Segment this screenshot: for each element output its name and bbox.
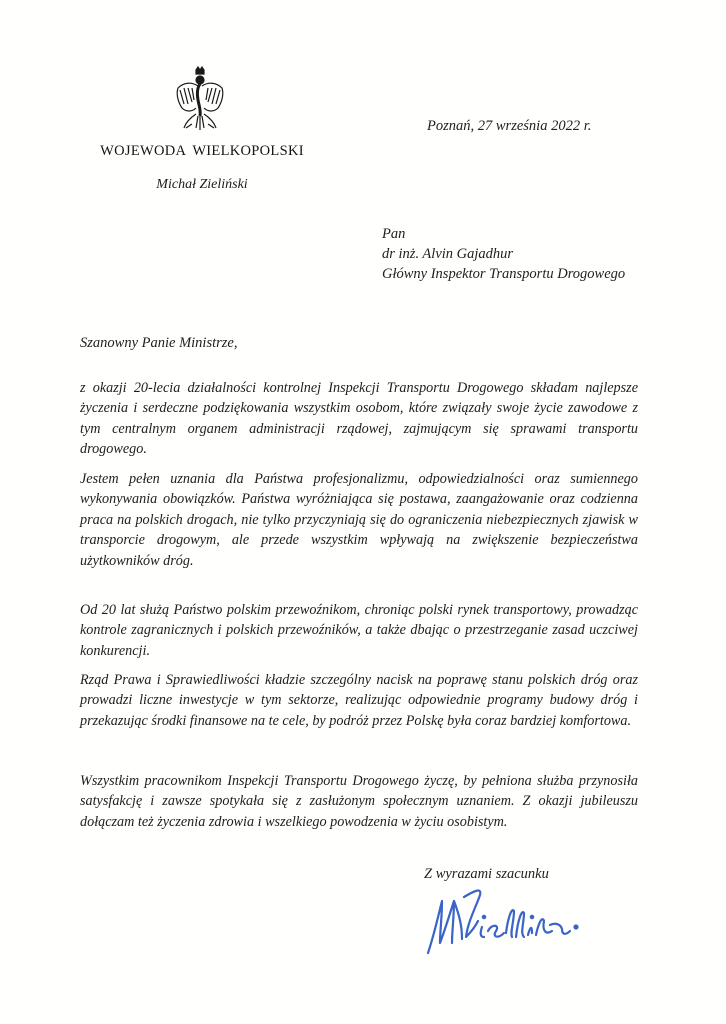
paragraph-1: z okazji 20-lecia działalności kontrolnej Inspekcji Transportu Drogowego składam najlepsze życzenia i serdeczne podziękowania wszystkim osobom, które związały swoje życie zawodowe z tym centralnym organem administracji rządowej, zajmującym się sprawami transportu drogowego. — [80, 380, 638, 458]
addressee-line-1: Pan — [382, 226, 406, 242]
office-title — [97, 143, 307, 160]
closing-line: Z wyrazami szacunku — [424, 866, 549, 882]
office-title-part2: WIELKOPOLSKI — [192, 143, 304, 159]
eagle-emblem-icon — [172, 66, 228, 134]
paragraph-4: Rząd Prawa i Sprawiedliwości kładzie szczególny nacisk na poprawę stanu polskich dróg oraz prowadzi liczne inwestycje w tym sektorze, realizując odpowiednie programy budowy dróg i przekazując środki finansowe na te cele, by podróż przez Polskę była coraz bardziej komfortowa. — [80, 672, 638, 729]
paragraph-2: Jestem pełen uznania dla Państwa profesjonalizmu, odpowiedzialności oraz sumiennego wykonywania obowiązków. Państwa wyróżniająca się postawa, zaangażowanie oraz codzienna praca na polskich drogach, nie tylko przyczyniają się do ograniczenia niebezpiecznych zjawisk w transporcie drogowym, ale przede wszystkim wpływają na zwiększenie bezpieczeństwa użytkowników dróg. — [80, 471, 638, 569]
addressee-line-2: dr inż. Alvin Gajadhur — [382, 246, 514, 262]
addressee-line-3: Główny Inspektor Transportu Drogowego — [382, 266, 626, 282]
salutation: Szanowny Panie Ministrze, — [80, 335, 238, 351]
date-line: Poznań, 27 września 2022 r. — [427, 118, 592, 134]
addressee-block — [382, 224, 625, 284]
office-title-part1: WOJEWODA — [100, 143, 187, 159]
signer-name: Michał Zieliński — [156, 177, 248, 192]
paragraph-3: Od 20 lat służą Państwo polskim przewoźnikom, chroniąc polski rynek transportowy, prowadząc kontrole zagranicznych i polskich przewoźników, a także dbając o przestrzeganie zasad uczciwej konkurencji. — [80, 602, 638, 659]
handwritten-signature-icon — [420, 887, 590, 957]
paragraph-5: Wszystkim pracownikom Inspekcji Transportu Drogowego życzę, by pełniona służba przynosiła satysfakcję i zawsze spotykała się z zasłużonym społecznym uznaniem. Z okazji jubileuszu dołączam też życzenia zdrowia i wszelkiego powodzenia w życiu osobistym. — [80, 773, 638, 830]
